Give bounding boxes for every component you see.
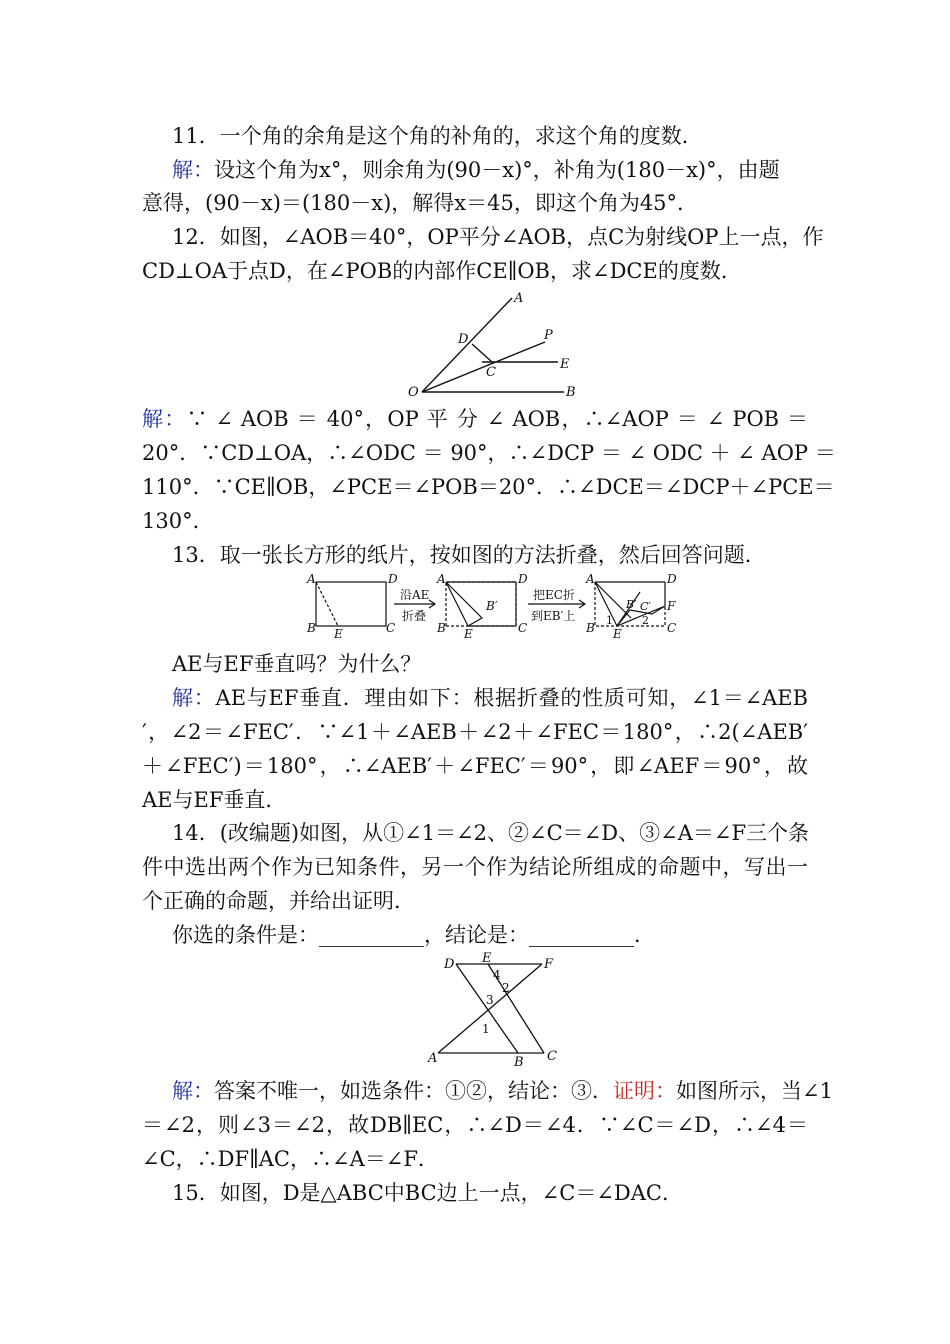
p2-label-c: C [518,621,528,635]
q13-answer-line4: AE与EF垂直． [142,788,287,812]
q11-question: 11．一个角的余角是这个角的补角的，求这个角的度数． [172,124,703,148]
q12-question-line1: 12．如图，∠AOB＝40°，OP平分∠AOB，点C为射线OP上一点，作 [172,225,824,249]
p2-label-bp: B′ [486,599,498,613]
proof-label: 证明： [613,1079,676,1103]
label-o: O [408,385,419,400]
arrow2-bottom-text: 到EB′上 [531,609,576,623]
q14-question-line3: 个正确的命题，并给出证明． [142,889,415,913]
label-2: 2 [502,981,510,995]
p1-label-e: E [334,627,343,641]
p3-label-a: A [586,572,595,586]
q15-question: 15．如图，D是△ABC中BC边上一点，∠C＝∠DAC． [172,1181,683,1205]
q14-answer-line3: ∠C，∴DF∥AC，∴∠A＝∠F． [142,1147,439,1171]
q12-figure [400,288,590,403]
q12-answer-line4: 130°． [142,509,214,533]
q14-answer-line1: 解：答案不唯一，如选条件：①②，结论：③．证明：如图所示，当∠1 [172,1079,833,1103]
q12-answer-line2: 20°．∵CD⊥OA，∴∠ODC ＝ 90°，∴∠DCP ＝ ∠ ODC ＋ ∠ AOP ＝ [142,441,836,465]
p2-label-d: D [518,572,528,586]
label-c: C [486,365,496,380]
p1-label-b: B [307,621,316,635]
arrow2-top-text: 把EC折 [533,588,575,602]
answer-label: 解： [142,407,187,431]
arrow1-top-text: 沿AE [400,588,430,602]
q12-answer-line3: 110°．∵CE∥OB，∠PCE＝∠POB＝20°．∴∠DCE＝∠DCP＋∠PCE＝ [142,475,835,499]
label-e: E [560,357,570,372]
p1-label-d: D [388,572,398,586]
p3-label-b: B [586,621,595,635]
p2-label-a: A [437,572,446,586]
label-c: C [547,1049,557,1064]
label-d: D [458,332,469,347]
label-1: 1 [482,1022,490,1036]
p3-label-1: 1 [606,614,613,627]
label-4: 4 [493,968,501,982]
p3-label-d: D [667,572,677,586]
p3-label-2: 2 [642,614,649,627]
q12-answer-line1: 解：∵ ∠ AOB ＝ 40°，OP 平 分 ∠ AOB，∴∠AOP ＝ ∠ POB ＝ [142,407,808,431]
q14-answer-line2: ＝∠2，则∠3＝∠2，故DB∥EC，∴∠D＝∠4．∵∠C＝∠D，∴∠4＝ [142,1113,808,1137]
p3-label-e: E [613,627,622,641]
label-d: D [444,957,455,972]
label-3: 3 [486,993,494,1007]
answer-label: 解： [172,1079,214,1103]
q14-question-line2: 件中选出两个作为已知条件，另一个作为结论所组成的命题中，写出一 [142,855,808,879]
q13-question: 13．取一张长方形的纸片，按如图的方法折叠，然后回答问题． [172,543,766,567]
label-a: A [428,1051,438,1066]
label-a: A [514,291,524,306]
p2-label-e: E [464,627,473,641]
q13-sub-question: AE与EF垂直吗？为什么？ [172,652,422,676]
p3-label-bp: B′ [626,598,637,611]
q13-answer-line1: 解：AE与EF垂直．理由如下：根据折叠的性质可知，∠1＝∠AEB [172,686,808,710]
p3-label-f: F [667,599,676,613]
q11-answer-line1: 解：设这个角为x°，则余角为(90－x)°，补角为(180－x)°，由题 [172,158,780,182]
label-e: E [482,951,492,966]
arrow1-bottom-text: 折叠 [402,609,427,623]
q14-question-line1: 14．(改编题)如图，从①∠1＝∠2、②∠C＝∠D、③∠A＝∠F三个条 [172,821,810,845]
p1-label-c: C [386,621,396,635]
q11-answer-line2: 意得，(90－x)＝(180－x)，解得x＝45，即这个角为45°． [142,191,699,215]
q13-answer-line3: ＋∠FEC′)＝180°，∴∠AEB′＋∠FEC′＝90°，即∠AEF＝90°，故 [142,754,808,778]
q13-answer-line2: ′，∠2＝∠FEC′．∵∠1＋∠AEB＋∠2＋∠FEC＝180°，∴2(∠AEB′ [142,720,808,744]
label-b: B [566,385,576,400]
answer-label: 解： [172,686,216,710]
answer-label: 解： [172,158,214,182]
q14-blank-line: 你选的条件是：__________，结论是：__________． [172,923,655,947]
q12-question-line2: CD⊥OA于点D，在∠POB的内部作CE∥OB，求∠DCE的度数． [142,259,742,283]
p3-label-c: C [667,621,677,635]
label-p: P [544,328,553,343]
label-f: F [544,957,554,972]
p1-label-a: A [307,572,316,586]
p2-label-b: B [437,621,446,635]
q14-figure [422,952,572,1070]
label-b: B [514,1055,524,1070]
p3-label-cp: C′ [640,600,651,613]
q13-figure [300,570,690,642]
